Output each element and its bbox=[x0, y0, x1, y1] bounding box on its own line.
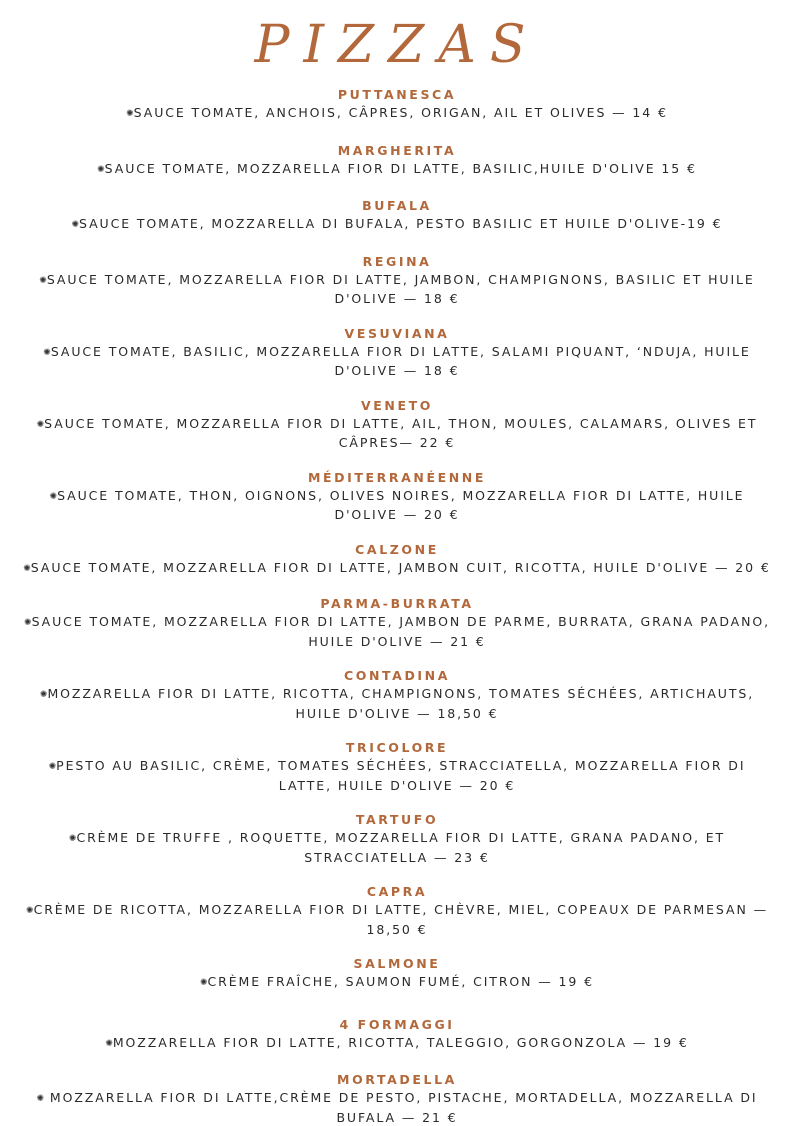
menu-item-mediterraneenne bbox=[20, 469, 774, 524]
menu-item-veneto bbox=[20, 397, 774, 452]
item-description bbox=[20, 613, 774, 650]
menu-item-calzone bbox=[20, 541, 774, 579]
item-description-text: CRÈME DE TRUFFE , ROQUETTE, MOZZARELLA FIOR DI LATTE, GRANA PADANO, ET STRACCIATELLA — 23 € bbox=[76, 830, 726, 865]
item-description-text: SAUCE TOMATE, MOZZARELLA FIOR DI LATTE, AIL, THON, MOULES, CALAMARS, OLIVES ET CÂPRES— 22 € bbox=[44, 415, 758, 450]
bullet-icon: ✺ bbox=[24, 618, 32, 628]
item-description bbox=[20, 901, 774, 938]
bullet-icon: ✺ bbox=[26, 906, 34, 916]
item-name: MÉDITERRANÉENNE bbox=[308, 469, 486, 485]
item-description bbox=[20, 1089, 774, 1126]
menu-item-capra bbox=[20, 883, 774, 938]
item-description bbox=[20, 487, 774, 524]
bullet-icon: ✺ bbox=[39, 275, 47, 286]
bullet-icon: ✺ bbox=[97, 164, 105, 175]
menu-items bbox=[20, 86, 774, 1126]
item-description-text: SAUCE TOMATE, MOZZARELLA FIOR DI LATTE, BASILIC,HUILE D'OLIVE 15 € bbox=[104, 160, 697, 176]
menu-item-margherita bbox=[20, 142, 774, 180]
item-description-text: SAUCE TOMATE, MOZZARELLA FIOR DI LATTE, JAMBON DE PARME, BURRATA, GRANA PADANO, HUILE D'OLIVE — 21 € bbox=[31, 614, 770, 649]
item-name: 4 FORMAGGI bbox=[339, 1016, 455, 1032]
item-description-text: PESTO AU BASILIC, CRÈME, TOMATES SÉCHÉES, STRACCIATELLA, MOZZARELLA FIOR DI LATTE, HUILE D'OLIVE — 20 € bbox=[56, 758, 746, 793]
item-description bbox=[20, 559, 774, 579]
item-name: PUTTANESCA bbox=[337, 87, 457, 102]
bullet-icon: ✺ bbox=[71, 220, 80, 230]
item-name: VENETO bbox=[361, 397, 433, 413]
item-description-text: MOZZARELLA FIOR DI LATTE, RICOTTA, TALEGGIO, GORGONZOLA — 19 € bbox=[112, 1034, 689, 1050]
bullet-icon: ✺ bbox=[200, 978, 208, 988]
item-name: TARTUFO bbox=[355, 812, 439, 827]
menu-item-contadina bbox=[20, 667, 774, 722]
menu-item-salmone bbox=[20, 955, 774, 993]
item-description bbox=[20, 160, 774, 180]
item-description-text: SAUCE TOMATE, ANCHOIS, CÂPRES, ORIGAN, AIL ET OLIVES — 14 € bbox=[133, 105, 668, 120]
item-name: MARGHERITA bbox=[337, 142, 457, 158]
item-description bbox=[20, 973, 774, 993]
menu-item-mortadella bbox=[20, 1071, 774, 1126]
item-name: VESUVIANA bbox=[344, 325, 450, 341]
item-description bbox=[20, 685, 774, 722]
menu-title: PIZZAS bbox=[254, 15, 540, 75]
menu-item-4-formaggi bbox=[20, 1016, 774, 1054]
bullet-icon: ✺ bbox=[36, 1094, 45, 1104]
item-name: SALMONE bbox=[353, 956, 441, 971]
item-description-text: SAUCE TOMATE, MOZZARELLA FIOR DI LATTE, JAMBON, CHAMPIGNONS, BASILIC ET HUILE D'OLIVE — 18 € bbox=[46, 271, 755, 306]
item-description bbox=[20, 343, 774, 380]
bullet-icon: ✺ bbox=[68, 834, 77, 844]
item-description bbox=[20, 415, 774, 452]
item-description bbox=[20, 104, 774, 124]
item-description bbox=[20, 271, 774, 308]
item-name: CAPRA bbox=[366, 884, 428, 899]
bullet-icon: ✺ bbox=[48, 762, 57, 772]
item-name: BUFALA bbox=[362, 198, 432, 213]
menu-item-puttanesca bbox=[20, 86, 774, 124]
item-name: TRICOLORE bbox=[345, 740, 449, 755]
item-description bbox=[20, 1034, 774, 1054]
menu-item-bufala bbox=[20, 197, 774, 235]
bullet-icon: ✺ bbox=[23, 563, 31, 574]
item-description bbox=[20, 757, 774, 794]
item-description-text: SAUCE TOMATE, THON, OIGNONS, OLIVES NOIRES, MOZZARELLA FIOR DI LATTE, HUILE D'OLIVE — 20 € bbox=[57, 487, 745, 522]
menu-item-tricolore bbox=[20, 739, 774, 794]
menu-item-tartufo bbox=[20, 811, 774, 866]
item-description-text: MOZZARELLA FIOR DI LATTE, RICOTTA, CHAMPIGNONS, TOMATES SÉCHÉES, ARTICHAUTS, HUILE D'OLIVE — 18,50 € bbox=[47, 686, 755, 721]
menu-item-regina bbox=[20, 253, 774, 308]
item-description-text: CRÈME DE RICOTTA, MOZZARELLA FIOR DI LATTE, CHÈVRE, MIEL, COPEAUX DE PARMESAN — 18,50 € bbox=[33, 902, 768, 937]
menu-item-vesuviana bbox=[20, 325, 774, 380]
item-description-text: SAUCE TOMATE, MOZZARELLA FIOR DI LATTE, JAMBON CUIT, RICOTTA, HUILE D'OLIVE — 20 € bbox=[30, 559, 771, 575]
bullet-icon: ✺ bbox=[39, 690, 48, 700]
item-name: CONTADINA bbox=[343, 668, 451, 683]
bullet-icon: ✺ bbox=[36, 419, 45, 430]
bullet-icon: ✺ bbox=[126, 109, 134, 119]
bullet-icon: ✺ bbox=[49, 491, 58, 502]
item-description-text: CRÈME FRAÎCHE, SAUMON FUMÉ, CITRON — 19 € bbox=[207, 974, 594, 989]
item-name: MORTADELLA bbox=[337, 1072, 457, 1087]
item-name: CALZONE bbox=[355, 541, 439, 557]
item-description-text: MOZZARELLA FIOR DI LATTE,CRÈME DE PESTO, PISTACHE, MORTADELLA, MOZZARELLA DI BUFALA — 21 € bbox=[44, 1090, 758, 1125]
item-name: REGINA bbox=[362, 253, 432, 269]
item-description bbox=[20, 829, 774, 866]
item-description-text: SAUCE TOMATE, BASILIC, MOZZARELLA FIOR DI LATTE, SALAMI PIQUANT, ‘NDUJA, HUILE D'OLIVE — 18 € bbox=[50, 343, 751, 378]
item-description bbox=[20, 215, 774, 235]
item-name: PARMA-BURRATA bbox=[320, 596, 474, 611]
bullet-icon: ✺ bbox=[43, 347, 51, 358]
bullet-icon: ✺ bbox=[105, 1038, 113, 1049]
menu-item-parma-burrata bbox=[20, 595, 774, 650]
item-description-text: SAUCE TOMATE, MOZZARELLA DI BUFALA, PESTO BASILIC ET HUILE D'OLIVE-19 € bbox=[79, 216, 723, 231]
